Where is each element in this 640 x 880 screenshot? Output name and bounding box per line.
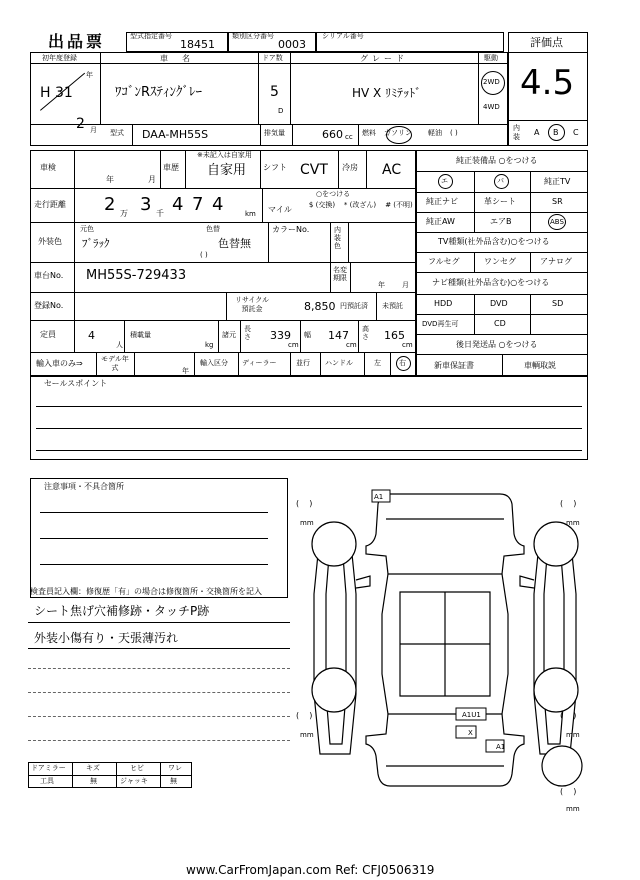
mileage-d3: 4 bbox=[172, 194, 184, 215]
parallel-label: 並行 bbox=[296, 359, 310, 367]
recycle-value: 8,850 bbox=[304, 300, 336, 313]
equip-pw-icon: パ bbox=[497, 177, 504, 185]
equip-aircon-icon: エ bbox=[441, 177, 448, 185]
damage-rear-x: X bbox=[468, 729, 473, 737]
dims-label: 諸元 bbox=[222, 331, 236, 339]
interior-grade-label: 内装 bbox=[513, 124, 520, 141]
legend-door-mirror: ドアミラー bbox=[31, 764, 66, 772]
wheel-rear-right-icon bbox=[534, 668, 578, 712]
cc-label: 排気量 bbox=[264, 129, 285, 137]
serial-number-label: シリアル番号 bbox=[322, 32, 364, 40]
chassis-value: MH55S-729433 bbox=[86, 268, 187, 283]
tv-title: TV種類(社外品含む)○をつける bbox=[438, 237, 550, 246]
car-body-diagram bbox=[290, 474, 600, 814]
meter-tamper: * (改ざん) bbox=[343, 201, 377, 209]
mileage-unit: km bbox=[245, 210, 256, 218]
footer-reference: www.CarFromJapan.com Ref: CFJ0506319 bbox=[186, 863, 435, 877]
sales-point-box bbox=[30, 376, 588, 460]
inspect-label: 車検 bbox=[40, 163, 56, 172]
equip-aw: 純正AW bbox=[426, 217, 455, 226]
first-reg-year-unit: 年 bbox=[86, 71, 93, 79]
interior-color-label: 内装色 bbox=[334, 226, 341, 250]
width-unit: cm bbox=[346, 341, 357, 349]
cool-value: AC bbox=[382, 162, 402, 178]
meter-note: ○をつける bbox=[316, 190, 351, 198]
class-number-label: 類別区分番号 bbox=[232, 32, 274, 40]
later-warranty: 新車保証書 bbox=[434, 361, 474, 370]
grade-label: グレード bbox=[360, 54, 408, 63]
fuel-light: 軽油 bbox=[428, 129, 442, 137]
tread-fl-mm: mm bbox=[300, 519, 314, 527]
interior-grade-a: A bbox=[534, 128, 540, 137]
length-unit: cm bbox=[288, 341, 299, 349]
sales-point-label: セールスポイント bbox=[44, 379, 108, 388]
notes-label: 注意事項・不具合箇所 bbox=[44, 482, 124, 491]
handle-right: 右 bbox=[399, 359, 406, 367]
doors-sub: D bbox=[278, 107, 284, 115]
orig-color-label: 元色 bbox=[80, 225, 94, 233]
fuel-label: 燃料 bbox=[362, 129, 376, 137]
first-reg-era: H 31 bbox=[40, 85, 73, 101]
type-number-label: 型式指定番号 bbox=[130, 32, 172, 40]
type-number-value: 18451 bbox=[180, 38, 215, 51]
class-number-value: 0003 bbox=[278, 38, 306, 51]
car-name-value: ﾜｺﾞﾝRｽﾃｨﾝｸﾞﾚｰ bbox=[115, 85, 203, 100]
interior-grade-b: B bbox=[553, 128, 559, 137]
mileage-u1: 万 bbox=[120, 209, 128, 218]
first-reg-month: 2 bbox=[76, 116, 85, 132]
spare-tire-icon bbox=[542, 746, 582, 786]
history-value: 自家用 bbox=[207, 163, 247, 178]
capacity-label: 定員 bbox=[40, 330, 56, 339]
model-year-label: モデル年式 bbox=[101, 355, 129, 372]
drive-label: 駆動 bbox=[484, 54, 498, 62]
mileage-d1: 2 bbox=[104, 194, 116, 215]
repaint-paren: ( ) bbox=[200, 251, 208, 259]
model-value: DAA-MH55S bbox=[142, 128, 209, 141]
width-value: 147 bbox=[328, 329, 349, 342]
recycle-unit: 円預託済 bbox=[340, 302, 368, 310]
equip-leather: 革シート bbox=[484, 197, 516, 206]
dealer-label: ディーラー bbox=[242, 359, 277, 367]
model-year-unit: 年 bbox=[182, 367, 189, 375]
handle-left: 左 bbox=[374, 359, 381, 367]
chassis-label: 車台No. bbox=[34, 271, 64, 280]
inspector-line-1: シート焦げ穴補修跡・タッチP跡 bbox=[34, 604, 210, 618]
navi-dvd: DVD bbox=[490, 299, 508, 308]
model-label: 型式 bbox=[110, 129, 124, 137]
damage-rear-a1u1: A1U1 bbox=[462, 711, 481, 719]
wheel-front-right-icon bbox=[534, 519, 580, 566]
tread-rr-mm: mm bbox=[566, 731, 580, 739]
history-label: 車歴 bbox=[163, 163, 179, 172]
history-note: ※未記入は自家用 bbox=[197, 151, 252, 159]
height-value: 165 bbox=[384, 329, 405, 342]
shift-value: CVT bbox=[300, 162, 328, 178]
navi-title: ナビ種類(社外品含む)○をつける bbox=[432, 278, 550, 287]
form-title: 出品票 bbox=[48, 32, 106, 51]
load-label: 積載量 bbox=[130, 331, 151, 339]
car-name-label: 車名 bbox=[160, 54, 204, 63]
length-value: 339 bbox=[270, 329, 291, 342]
later-title: 後日発送品 ○をつける bbox=[456, 340, 538, 349]
drive-2wd: 2WD bbox=[483, 78, 500, 86]
recycle-unpaid: 未預託 bbox=[382, 302, 403, 310]
legend-tools: 工具 bbox=[40, 777, 54, 785]
later-manual: 車輌取説 bbox=[524, 361, 556, 370]
legend-crack: ヒビ bbox=[130, 764, 144, 772]
doors-value: 5 bbox=[270, 84, 279, 100]
capacity-unit: 人 bbox=[116, 341, 123, 349]
tread-spare-bracket: ( ) bbox=[560, 787, 577, 796]
reg-label: 登録No. bbox=[34, 301, 64, 310]
meter-exchange: $ (交換) bbox=[308, 201, 336, 209]
legend-tools-value: 無 bbox=[90, 777, 97, 785]
import-class-label: 輸入区分 bbox=[200, 359, 228, 367]
tread-rr-bracket: ( ) bbox=[560, 711, 577, 720]
inspect-month: 月 bbox=[148, 175, 156, 184]
handle-label: ハンドル bbox=[325, 359, 353, 367]
damage-front-a1: A1 bbox=[374, 493, 384, 501]
equip-navi: 純正ナビ bbox=[426, 197, 458, 206]
drive-4wd: 4WD bbox=[483, 103, 500, 111]
import-label: 輸入車のみ⇒ bbox=[36, 359, 83, 368]
repaint-label: 色替 bbox=[206, 225, 220, 233]
legend-jack-value: 無 bbox=[170, 777, 177, 785]
doors-label: ドア数 bbox=[262, 54, 283, 62]
inspector-label: 検査員記入欄：修復歴「有」の場合は修復箇所・交換箇所を記入 bbox=[30, 587, 262, 596]
legend-break: ワレ bbox=[168, 764, 182, 772]
tread-fl-bracket: ( ) bbox=[296, 499, 313, 508]
equip-airbag: エアB bbox=[490, 217, 512, 226]
mileage-d2: 3 bbox=[140, 194, 152, 215]
width-label: 幅 bbox=[304, 331, 311, 339]
mileage-u2: 千 bbox=[156, 209, 164, 218]
wheel-front-left-icon bbox=[312, 522, 356, 566]
tv-fullseg: フルセグ bbox=[428, 257, 460, 266]
equip-tv: 純正TV bbox=[544, 177, 571, 186]
repaint-value: 色替無 bbox=[218, 237, 251, 250]
interior-grade-c: C bbox=[573, 128, 579, 137]
equip-abs: ABS bbox=[550, 218, 564, 226]
fuel-other: ( ) bbox=[450, 129, 458, 137]
navi-hdd: HDD bbox=[434, 299, 453, 308]
inspector-line-2: 外装小傷有り・天張薄汚れ bbox=[34, 631, 179, 645]
fuel-gas: ガソリン bbox=[384, 129, 412, 137]
equip-title: 純正装備品 ○をつける bbox=[456, 156, 538, 165]
legend-jack: ジャッキ bbox=[120, 777, 148, 785]
shift-label: シフト bbox=[263, 163, 287, 172]
tread-fr-mm: mm bbox=[566, 519, 580, 527]
name-change-label: 名変期限 bbox=[333, 266, 347, 282]
load-unit: kg bbox=[205, 341, 214, 349]
inspect-year: 年 bbox=[106, 175, 114, 184]
navi-dvd-play: DVD再生可 bbox=[422, 320, 459, 328]
grade-value: HV X ﾘﾐﾃｯﾄﾞ bbox=[352, 86, 422, 100]
name-change-year: 年 bbox=[378, 281, 385, 289]
length-label: 長さ bbox=[244, 325, 251, 341]
first-reg-month-unit: 月 bbox=[90, 126, 97, 134]
color-label: 外装色 bbox=[38, 237, 62, 246]
mileage-label: 走行距離 bbox=[34, 200, 66, 209]
damage-rear-a1: A1 bbox=[496, 743, 506, 751]
navi-sd: SD bbox=[552, 299, 564, 308]
navi-cd: CD bbox=[494, 319, 506, 328]
tread-fr-bracket: ( ) bbox=[560, 499, 577, 508]
tread-spare-mm: mm bbox=[566, 805, 580, 813]
score-label: 評価点 bbox=[530, 36, 563, 49]
wheel-rear-left-icon bbox=[312, 668, 356, 712]
capacity-value: 4 bbox=[88, 329, 95, 342]
cc-unit: cc bbox=[345, 133, 353, 141]
name-change-month: 月 bbox=[402, 281, 409, 289]
cc-value: 660 bbox=[322, 128, 343, 141]
tv-oneseg: ワンセグ bbox=[484, 257, 516, 266]
height-unit: cm bbox=[402, 341, 413, 349]
tv-analog: アナログ bbox=[540, 257, 572, 266]
score-value: 4.5 bbox=[520, 63, 575, 103]
mileage-d5: 4 bbox=[212, 194, 224, 215]
meter-unknown: # (不明) bbox=[385, 201, 413, 209]
first-reg-label: 初年度登録 bbox=[42, 54, 77, 62]
equip-sr: SR bbox=[552, 197, 563, 206]
tread-rl-mm: mm bbox=[300, 731, 314, 739]
orig-color-value: ﾌﾞﾗｯｸ bbox=[82, 237, 110, 250]
cool-label: 冷房 bbox=[342, 163, 358, 172]
mileage-d4: 7 bbox=[192, 194, 204, 215]
recycle-label: リサイクル預託金 bbox=[234, 296, 270, 313]
color-code-label: カラーNo. bbox=[272, 225, 310, 234]
meter-mile: マイル bbox=[268, 205, 292, 214]
height-label: 高さ bbox=[362, 325, 369, 341]
tread-rl-bracket: ( ) bbox=[296, 711, 313, 720]
legend-scratch: キズ bbox=[86, 764, 100, 772]
